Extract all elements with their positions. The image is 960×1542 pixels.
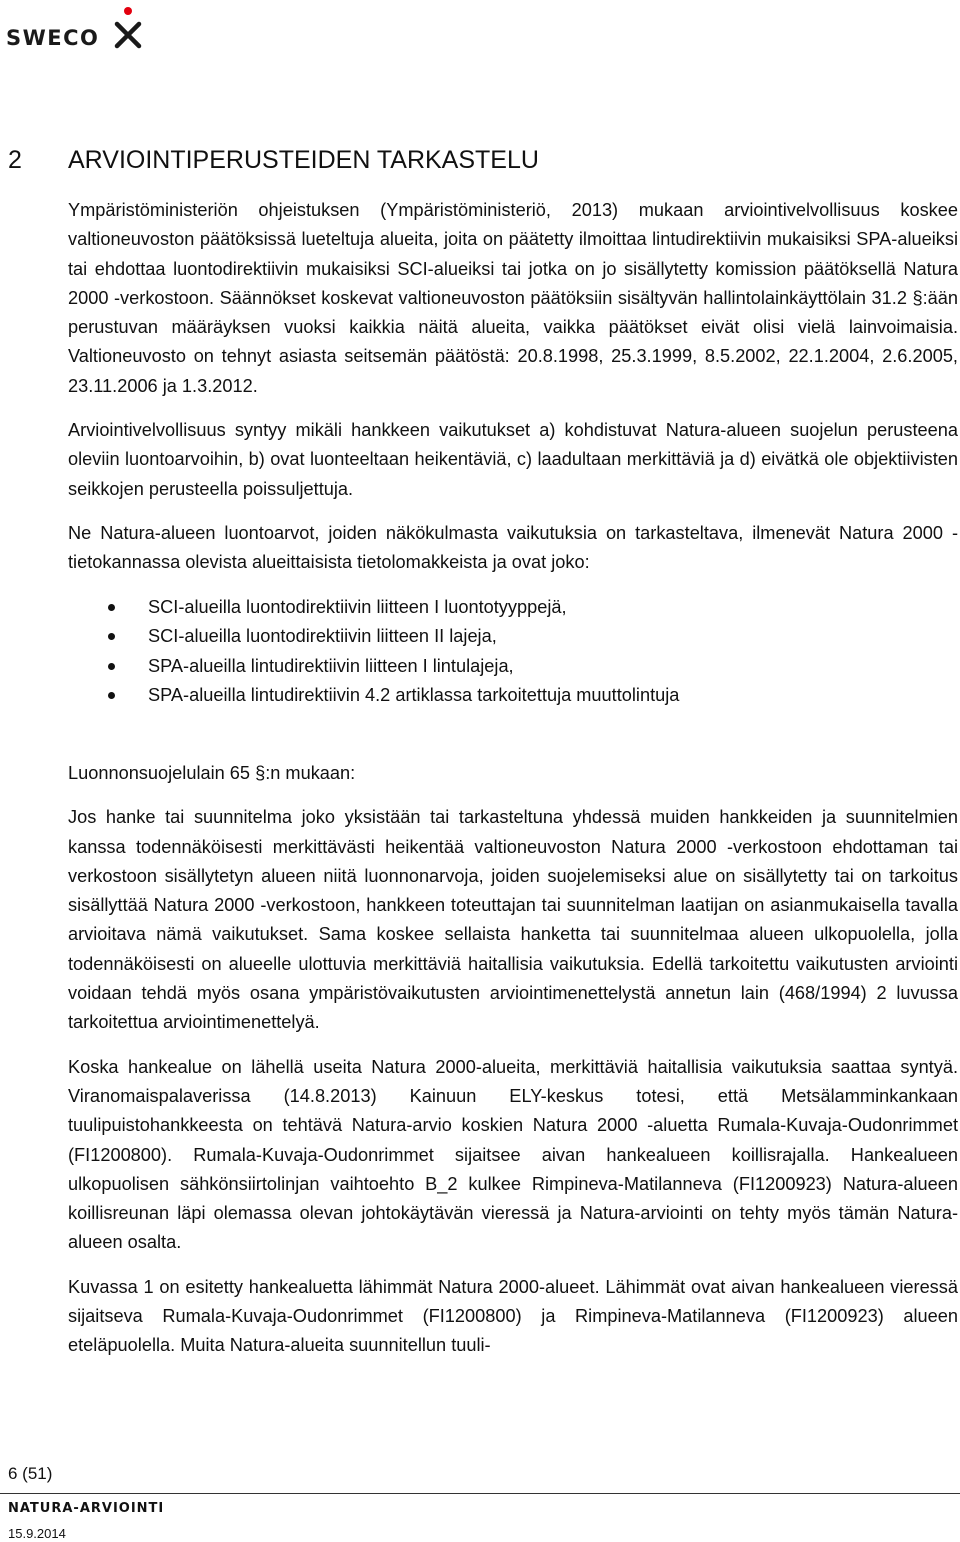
list-item xyxy=(68,652,958,682)
list-item-text: SPA-alueilla lintudirektiivin 4.2 artiklassa tarkoitettuja muuttolintuja xyxy=(148,685,680,706)
body-text xyxy=(68,196,958,1361)
paragraph: Jos hanke tai suunnitelma joko yksistään tai tarkasteltuna yhdessä muiden hankkeiden ja suunnitelmien kanssa todennäköisesti merkittävästi heikentää valtioneuvoston Natura 2000 -verkostoon ehdottaman tai verkostoon sisällytetyn alueen niitä luonnonarvoja, joiden suojelemiseksi alue on sisällytetty tai on tarkoitus sisällyttää Natura 2000 -verkostoon, hankkeen toteuttajan tai suunnitelman laatijan on asianmukaisella tavalla arvioitava nämä vaikutukset. Sama koskee sellaista hanketta tai suunnitelmaa alueen ulkopuolella, jolla todennäköisesti on alueelle ulottuvia merkittäviä haitallisia vaikutuksia. Edellä tarkoitettu vaikutusten arviointi voidaan tehdä myös osana ympäristövaikutusten arviointimenettelystä annetun lain (468/1994) 2 luvussa tarkoitettua arviointimenettelyä. xyxy=(68,807,958,1033)
bullet-icon xyxy=(108,633,115,640)
paragraph: Kuvassa 1 on esitetty hankealuetta lähimmät Natura 2000-alueet. Lähimmät ovat aivan hankealueen vieressä sijaitseva Rumala-Kuvaja-Oudonrimmet (FI1200800) ja Rimpineva-Matilanneva (FI1200923) alueen eteläpuolella. Muita Natura-alueita suunnitellun tuuli- xyxy=(68,1276,958,1356)
paragraph: Ympäristöministeriön ohjeistuksen (Ympäristöministeriö, 2013) mukaan arviointivelvollisuus koskee valtioneuvoston päätöksissä lueteltuja alueita, joita on päätetty ilmoittaa lintudirektiivin mukaisiksi SPA-alueiksi tai ehdottaa luontodirektiivin mukaisiksi SCI-alueiksi tai jotka on jo sisällytetty komission päätöksellä Natura 2000 -verkostoon. Säännökset koskevat valtioneuvoston päätöksiin sisältyvän hallintolainkäyttölain 31.2 §:ään perustuvan määräyksen vuoksi kaikkia näitä alueita, vaikka päätökset eivät olisi vielä lainvoimaisia. Valtioneuvosto on tehnyt asiasta seitsemän päätöstä: 20.8.1998, 25.3.1999, 8.5.2002, 22.1.2004, 2.6.2005, 23.11.2006 ja 1.3.2012. xyxy=(68,200,958,396)
list-item xyxy=(68,622,958,652)
footer-date: 15.9.2014 xyxy=(8,1526,66,1541)
list-item-text: SCI-alueilla luontodirektiivin liitteen I luontotyyppejä, xyxy=(148,596,567,617)
list-item xyxy=(68,593,958,623)
section-heading xyxy=(8,146,539,175)
list-item-text: SCI-alueilla luontodirektiivin liitteen II lajeja, xyxy=(148,626,497,647)
paragraph: Arviointivelvollisuus syntyy mikäli hankkeen vaikutukset a) kohdistuvat Natura-alueen suojelun perusteena oleviin luontoarvoihin, b) ovat luonteeltaan heikentäviä, c) laadultaan merkittäviä ja d) eivätkä ole objektiivisten seikkojen perusteella poissuljettuja. xyxy=(68,420,958,499)
logo-text: SWECO xyxy=(6,26,100,50)
section-number: 2 xyxy=(8,146,22,174)
bullet-icon xyxy=(108,604,115,611)
paragraph: Ne Natura-alueen luontoarvot, joiden näkökulmasta vaikutuksia on tarkasteltava, ilmenevät Natura 2000 -tietokannassa olevista alueittaisista tietolomakkeista ja ovat joko: xyxy=(68,522,958,573)
footer-document-title: NATURA-ARVIOINTI xyxy=(8,1501,165,1516)
bullet-list xyxy=(68,593,958,711)
sweco-mark-icon xyxy=(112,6,146,50)
section-title: ARVIOINTIPERUSTEIDEN TARKASTELU xyxy=(68,146,539,174)
list-item xyxy=(68,681,958,711)
bullet-icon xyxy=(108,692,115,699)
paragraph: Koska hankealue on lähellä useita Natura 2000-alueita, merkittäviä haitallisia vaikutuksia saattaa syntyä. Viranomaispalaverissa (14.8.2013) Kainuun ELY-keskus totesi, että Metsälamminkankaan tuulipuistohankkeesta on tehtävä Natura-arvio koskien Natura 2000 -aluetta Rumala-Kuvaja-Oudonrimmet (FI1200800). Rumala-Kuvaja-Oudonrimmet sijaitsee aivan hankealueen koillisrajalla. Hankealueen ulkopuolisen sähkönsiirtolinjan vaihtoehto B_2 kulkee Rimpineva-Matilanneva (FI1200923) Natura-alueen koillisreunan läpi olemassa olevan johtokäytävän vieressä ja Natura-arviointi on tehty myös tämän Natura-alueen osalta. xyxy=(68,1056,958,1253)
footer-divider xyxy=(0,1493,960,1494)
list-item-text: SPA-alueilla lintudirektiivin liitteen I lintulajeja, xyxy=(148,655,514,676)
bullet-icon xyxy=(108,663,115,670)
subheading: Luonnonsuojelulain 65 §:n mukaan: xyxy=(68,762,356,783)
page-number: 6 (51) xyxy=(8,1464,53,1483)
